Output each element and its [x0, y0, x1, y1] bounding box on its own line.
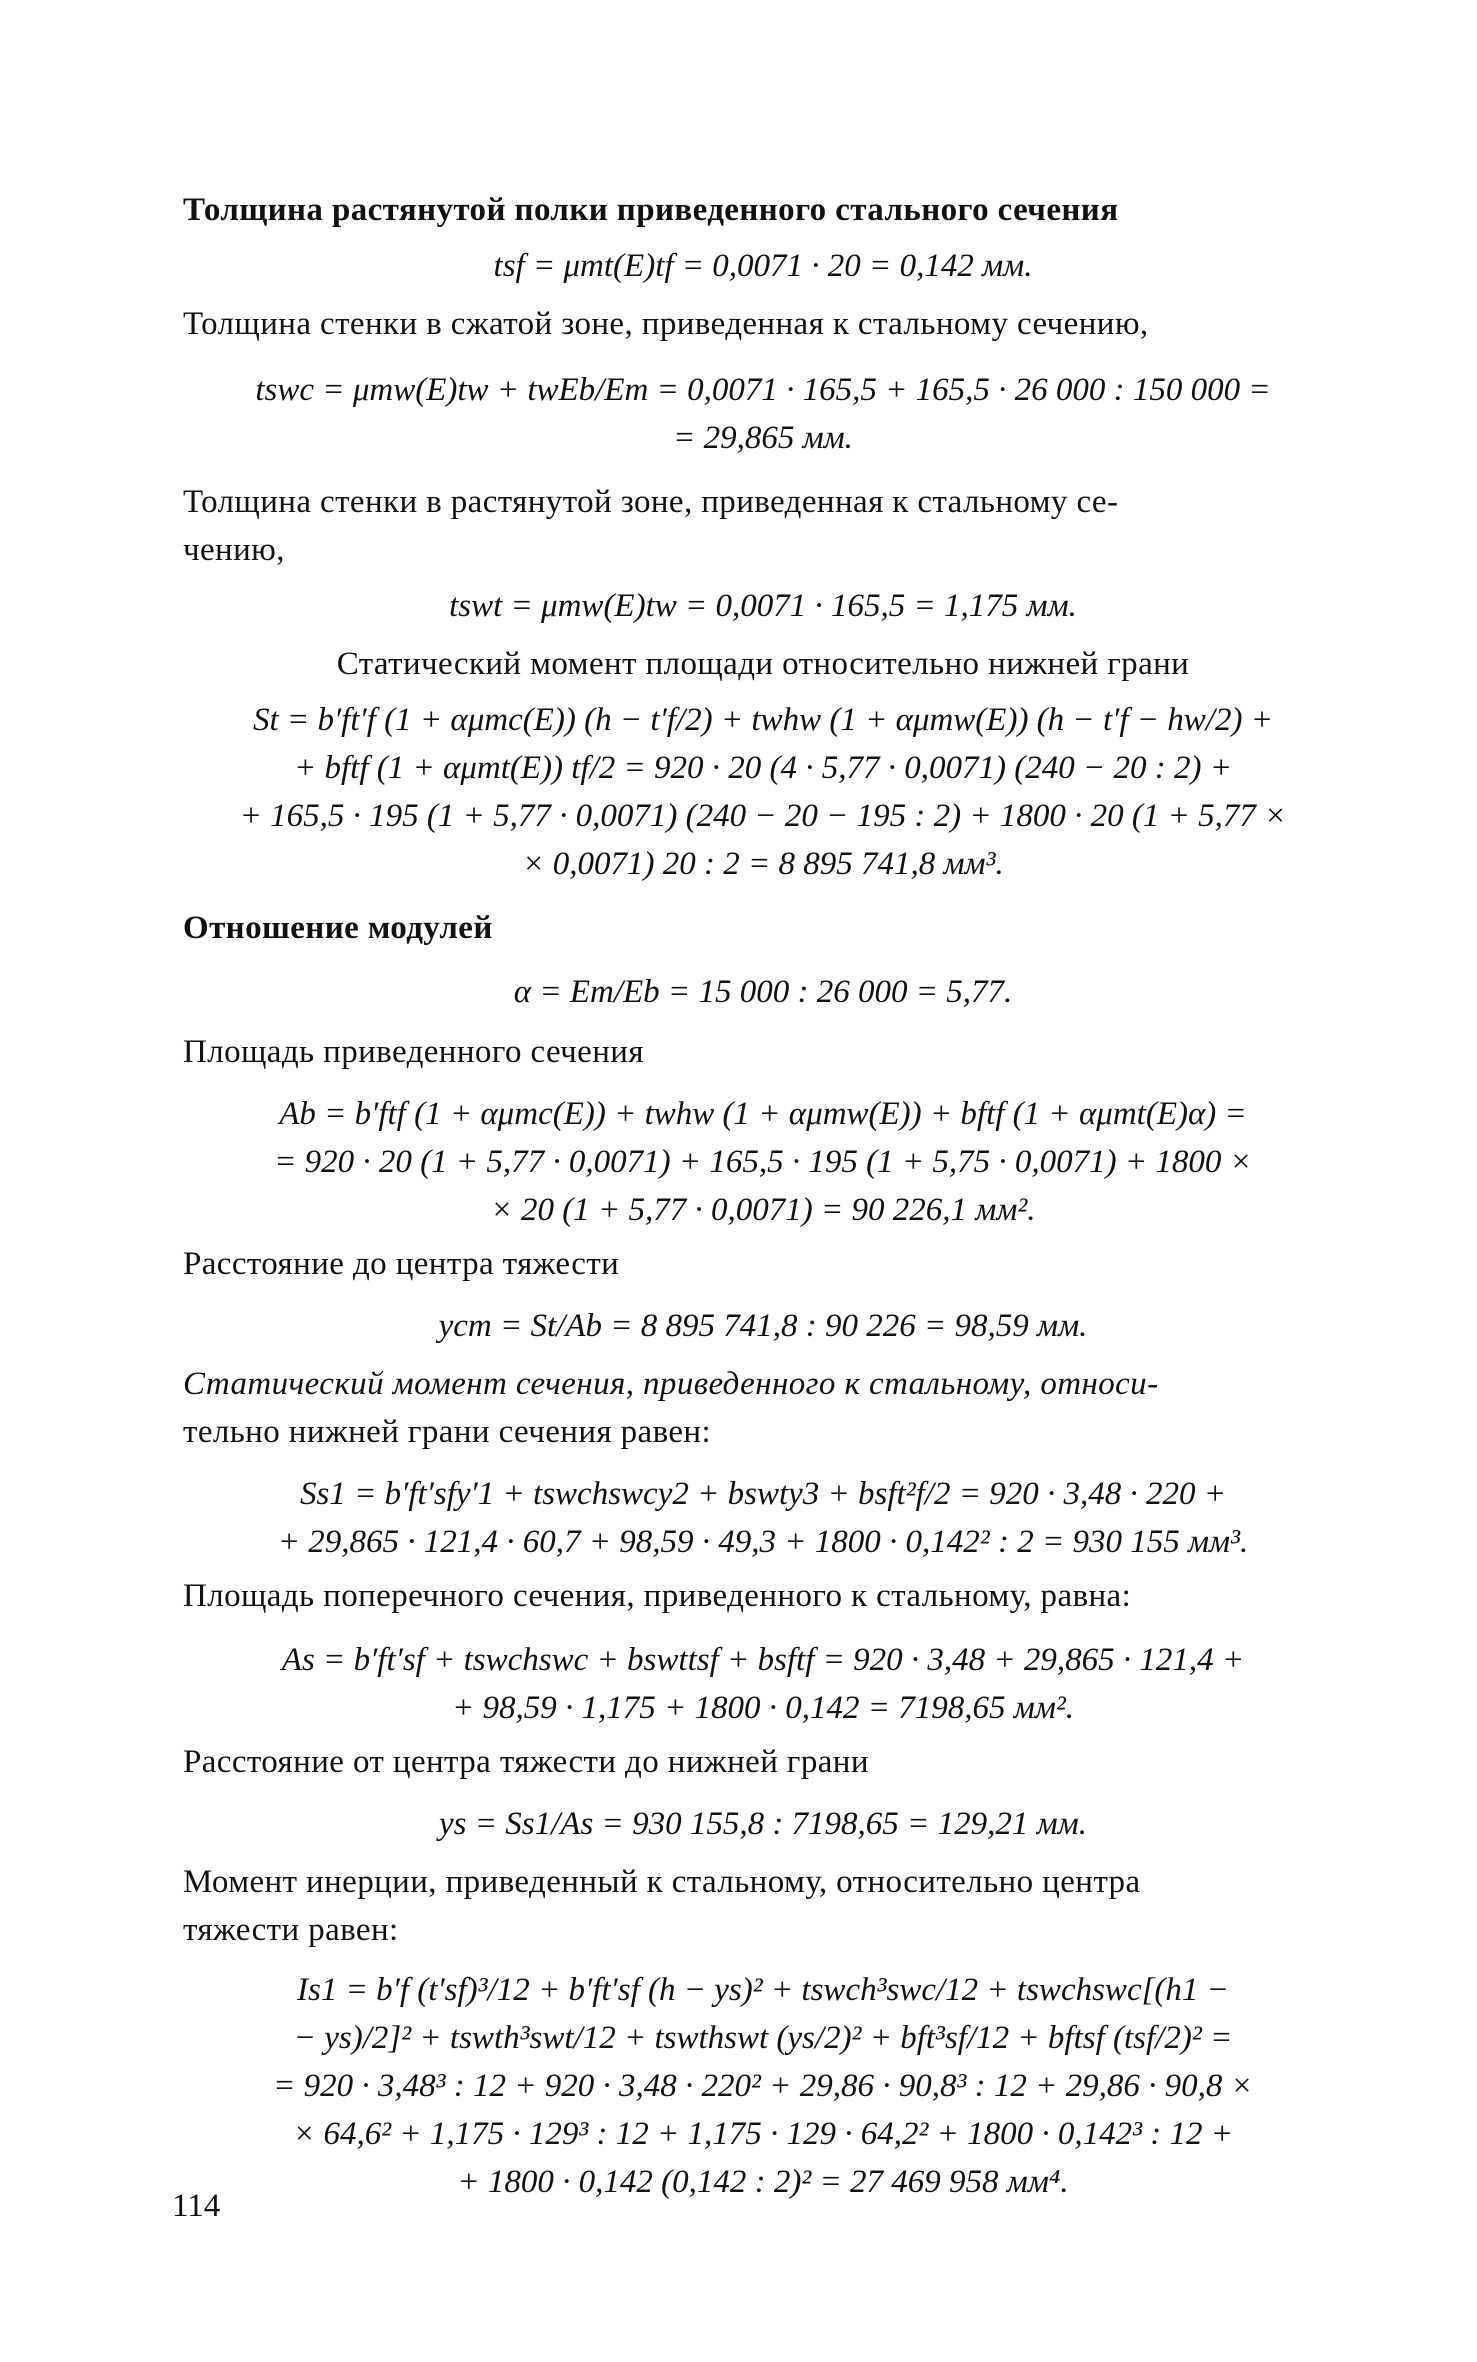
- formula-ycm: ycm = St/Ab = 8 895 741,8 : 90 226 = 98,59 мм.: [438, 1308, 1088, 1344]
- formula-as-line-2: + 98,59 · 1,175 + 1800 · 0,142 = 7198,65 мм².: [451, 1690, 1075, 1726]
- formula-st-line-4: × 0,0071) 20 : 2 = 8 895 741,8 мм³.: [522, 846, 1004, 882]
- cross-section-area-text: Площадь поперечного сечения, приведенного к стальному, равна:: [183, 1578, 1132, 1614]
- web-tensile-text-line-1: Толщина стенки в растянутой зоне, приведенная к стальному се-: [183, 484, 1119, 520]
- web-compressed-text: Толщина стенки в сжатой зоне, приведенная к стальному сечению,: [183, 306, 1149, 342]
- centroid-bottom-distance-text: Расстояние от центра тяжести до нижней грани: [183, 1744, 869, 1780]
- reduced-area-text: Площадь приведенного сечения: [183, 1034, 644, 1070]
- formula-st-line-2: + bftf (1 + αμmt(E)) tf/2 = 920 · 20 (4 · 5,77 · 0,0071) (240 − 20 : 2) +: [293, 750, 1233, 786]
- formula-tswt: tswt = μmw(E)tw = 0,0071 · 165,5 = 1,175 мм.: [449, 588, 1077, 624]
- formula-st-line-1: St = b′ft′f (1 + αμmc(E)) (h − t′f/2) + twhw (1 + αμmw(E)) (h − t′f − hw/2) +: [253, 702, 1273, 738]
- formula-alpha: α = Em/Eb = 15 000 : 26 000 = 5,77.: [513, 974, 1013, 1010]
- centroid-distance-text: Расстояние до центра тяжести: [183, 1246, 620, 1282]
- formula-as-line-1: As = b′ft′sf + tswchswc + bswttsf + bsftf = 920 · 3,48 + 29,865 · 121,4 +: [281, 1642, 1245, 1678]
- formula-ys: ys = Ss1/As = 930 155,8 : 7198,65 = 129,21 мм.: [439, 1806, 1087, 1842]
- formula-is1-line-4: × 64,6² + 1,175 · 129³ : 12 + 1,175 · 129 · 64,2² + 1800 · 0,142³ : 12 +: [292, 2116, 1234, 2152]
- formula-tswc: [183, 366, 1343, 462]
- modulus-ratio-heading: Отношение модулей: [183, 910, 493, 946]
- formula-is1: [183, 1966, 1343, 2206]
- formula-as: [183, 1636, 1343, 1732]
- steel-static-moment-text-line-2: тельно нижней грани сечения равен:: [183, 1414, 712, 1450]
- formula-tswc-line-2: = 29,865 мм.: [673, 420, 853, 456]
- formula-ab: [183, 1090, 1343, 1234]
- formula-ss1: [183, 1470, 1343, 1566]
- static-moment-text: Статический момент площади относительно нижней грани: [336, 646, 1190, 682]
- formula-ab-line-2: = 920 · 20 (1 + 5,77 · 0,0071) + 165,5 · 195 (1 + 5,75 · 0,0071) + 1800 ×: [274, 1144, 1252, 1180]
- moment-of-inertia-text-line-2: тяжести равен:: [183, 1912, 399, 1948]
- formula-is1-line-5: + 1800 · 0,142 (0,142 : 2)² = 27 469 958 мм⁴.: [457, 2164, 1069, 2200]
- formula-tsf: tsf = μmt(E)tf = 0,0071 · 20 = 0,142 мм.: [493, 248, 1033, 284]
- page-number: 114: [172, 2188, 221, 2224]
- formula-is1-line-1: Is1 = b′f (t′sf)³/12 + b′ft′sf (h − ys)² + tswch³swc/12 + tswchswc[(h1 −: [297, 1972, 1229, 2008]
- formula-ab-line-1: Ab = b′ftf (1 + αμmc(E)) + twhw (1 + αμmw(E)) + bftf (1 + αμmt(E)α) =: [279, 1096, 1247, 1132]
- formula-st: [183, 696, 1343, 888]
- formula-tswc-line-1: tswc = μmw(E)tw + twEb/Em = 0,0071 · 165,5 + 165,5 · 26 000 : 150 000 =: [255, 372, 1271, 408]
- flange-thickness-heading: Толщина растянутой полки приведенного стального сечения: [183, 192, 1119, 228]
- moment-of-inertia-text-line-1: Момент инерции, приведенный к стальному, относительно центра: [183, 1864, 1141, 1900]
- web-tensile-text-line-2: чению,: [183, 532, 285, 568]
- formula-is1-line-2: − ys)/2]² + tswth³swt/12 + tswthswt (ys/2)² + bft³sf/12 + bftsf (tsf/2)² =: [293, 2020, 1233, 2056]
- formula-st-line-3: + 165,5 · 195 (1 + 5,77 · 0,0071) (240 − 20 − 195 : 2) + 1800 · 20 (1 + 5,77 ×: [239, 798, 1287, 834]
- steel-static-moment-text-line-1: Статический момент сечения, приведенного к стальному, относи-: [183, 1366, 1159, 1402]
- formula-ss1-line-1: Ss1 = b′ft′sfy′1 + tswchswcy2 + bswty3 + bsft²f/2 = 920 · 3,48 · 220 +: [300, 1476, 1226, 1512]
- formula-ab-line-3: × 20 (1 + 5,77 · 0,0071) = 90 226,1 мм².: [490, 1192, 1036, 1228]
- formula-is1-line-3: = 920 · 3,48³ : 12 + 920 · 3,48 · 220² + 29,86 · 90,8³ : 12 + 29,86 · 90,8 ×: [273, 2068, 1253, 2104]
- formula-ss1-line-2: + 29,865 · 121,4 · 60,7 + 98,59 · 49,3 + 1800 · 0,142² : 2 = 930 155 мм³.: [277, 1524, 1249, 1560]
